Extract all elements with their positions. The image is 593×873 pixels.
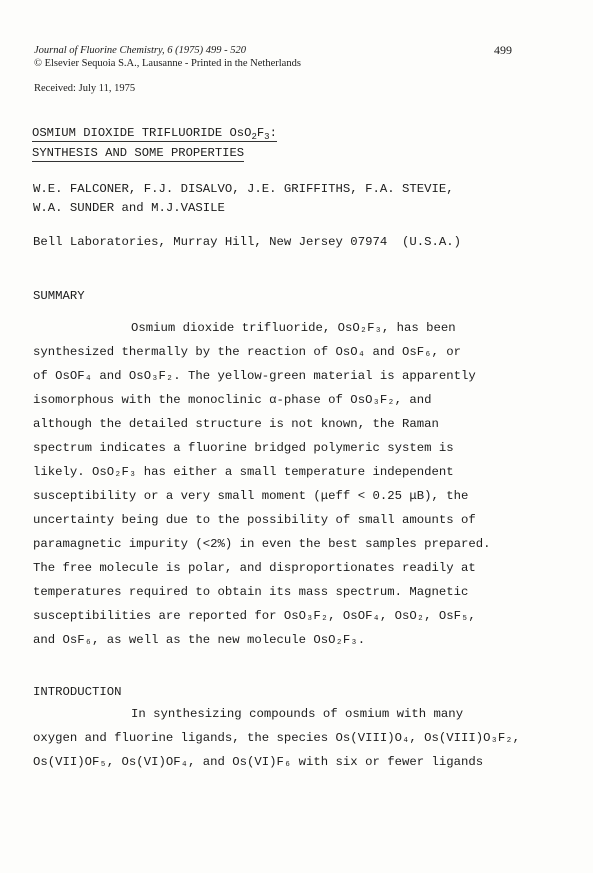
summary-line: and OsF₆, as well as the new molecule OsO₂F₃. [33,633,366,647]
summary-line: susceptibility or a very small moment (μeff < 0.25 μB), the [33,489,469,503]
affiliation: Bell Laboratories, Murray Hill, New Jersey 07974 (U.S.A.) [33,235,462,249]
introduction-line: oxygen and fluorine ligands, the species Os(VIII)O₄, Os(VIII)O₃F₂, [33,731,521,745]
authors-line2: W.A. SUNDER and M.J.VASILE [33,201,225,215]
summary-line: temperatures required to obtain its mass spectrum. Magnetic [33,585,469,599]
journal-citation: Journal of Fluorine Chemistry, 6 (1975) 499 - 520 [34,45,247,56]
summary-line: although the detailed structure is not known, the Raman [33,417,439,431]
introduction-heading: INTRODUCTION [33,685,122,699]
introduction-line: In synthesizing compounds of osmium with many [131,707,464,721]
summary-heading: SUMMARY [33,289,85,303]
summary-line: likely. OsO₂F₃ has either a small temperature independent [33,465,454,479]
summary-line: The free molecule is polar, and disproportionates readily at [33,561,476,575]
summary-line: Osmium dioxide trifluoride, OsO₂F₃, has been [131,321,456,335]
paper-title-line2: SYNTHESIS AND SOME PROPERTIES [32,146,245,160]
paper-title-line1: OSMIUM DIOXIDE TRIFLUORIDE $OsO_2F_3$: [32,126,277,142]
authors-line1: W.E. FALCONER, F.J. DISALVO, J.E. GRIFFITHS, F.A. STEVIE, [33,182,454,196]
page-number: 499 [494,43,512,57]
introduction-line: Os(VII)OF₅, Os(VI)OF₄, and Os(VI)F₆ with six or fewer ligands [33,755,484,769]
summary-line: synthesized thermally by the reaction of OsO₄ and OsF₆, or [33,345,462,359]
summary-line: spectrum indicates a fluorine bridged polymeric system is [33,441,454,455]
summary-line: susceptibilities are reported for OsO₃F₂, OsOF₄, OsO₂, OsF₅, [33,609,476,623]
summary-line: uncertainty being due to the possibility of small amounts of [33,513,476,527]
copyright-line: © Elsevier Sequoia S.A., Lausanne - Printed in the Netherlands [34,58,301,69]
received-date: Received: July 11, 1975 [34,83,136,94]
summary-line: of OsOF₄ and OsO₃F₂. The yellow-green material is apparently [33,369,476,383]
summary-line: paramagnetic impurity (<2%) in even the best samples prepared. [33,537,491,551]
summary-line: isomorphous with the monoclinic α-phase of OsO₃F₂, and [33,393,432,407]
